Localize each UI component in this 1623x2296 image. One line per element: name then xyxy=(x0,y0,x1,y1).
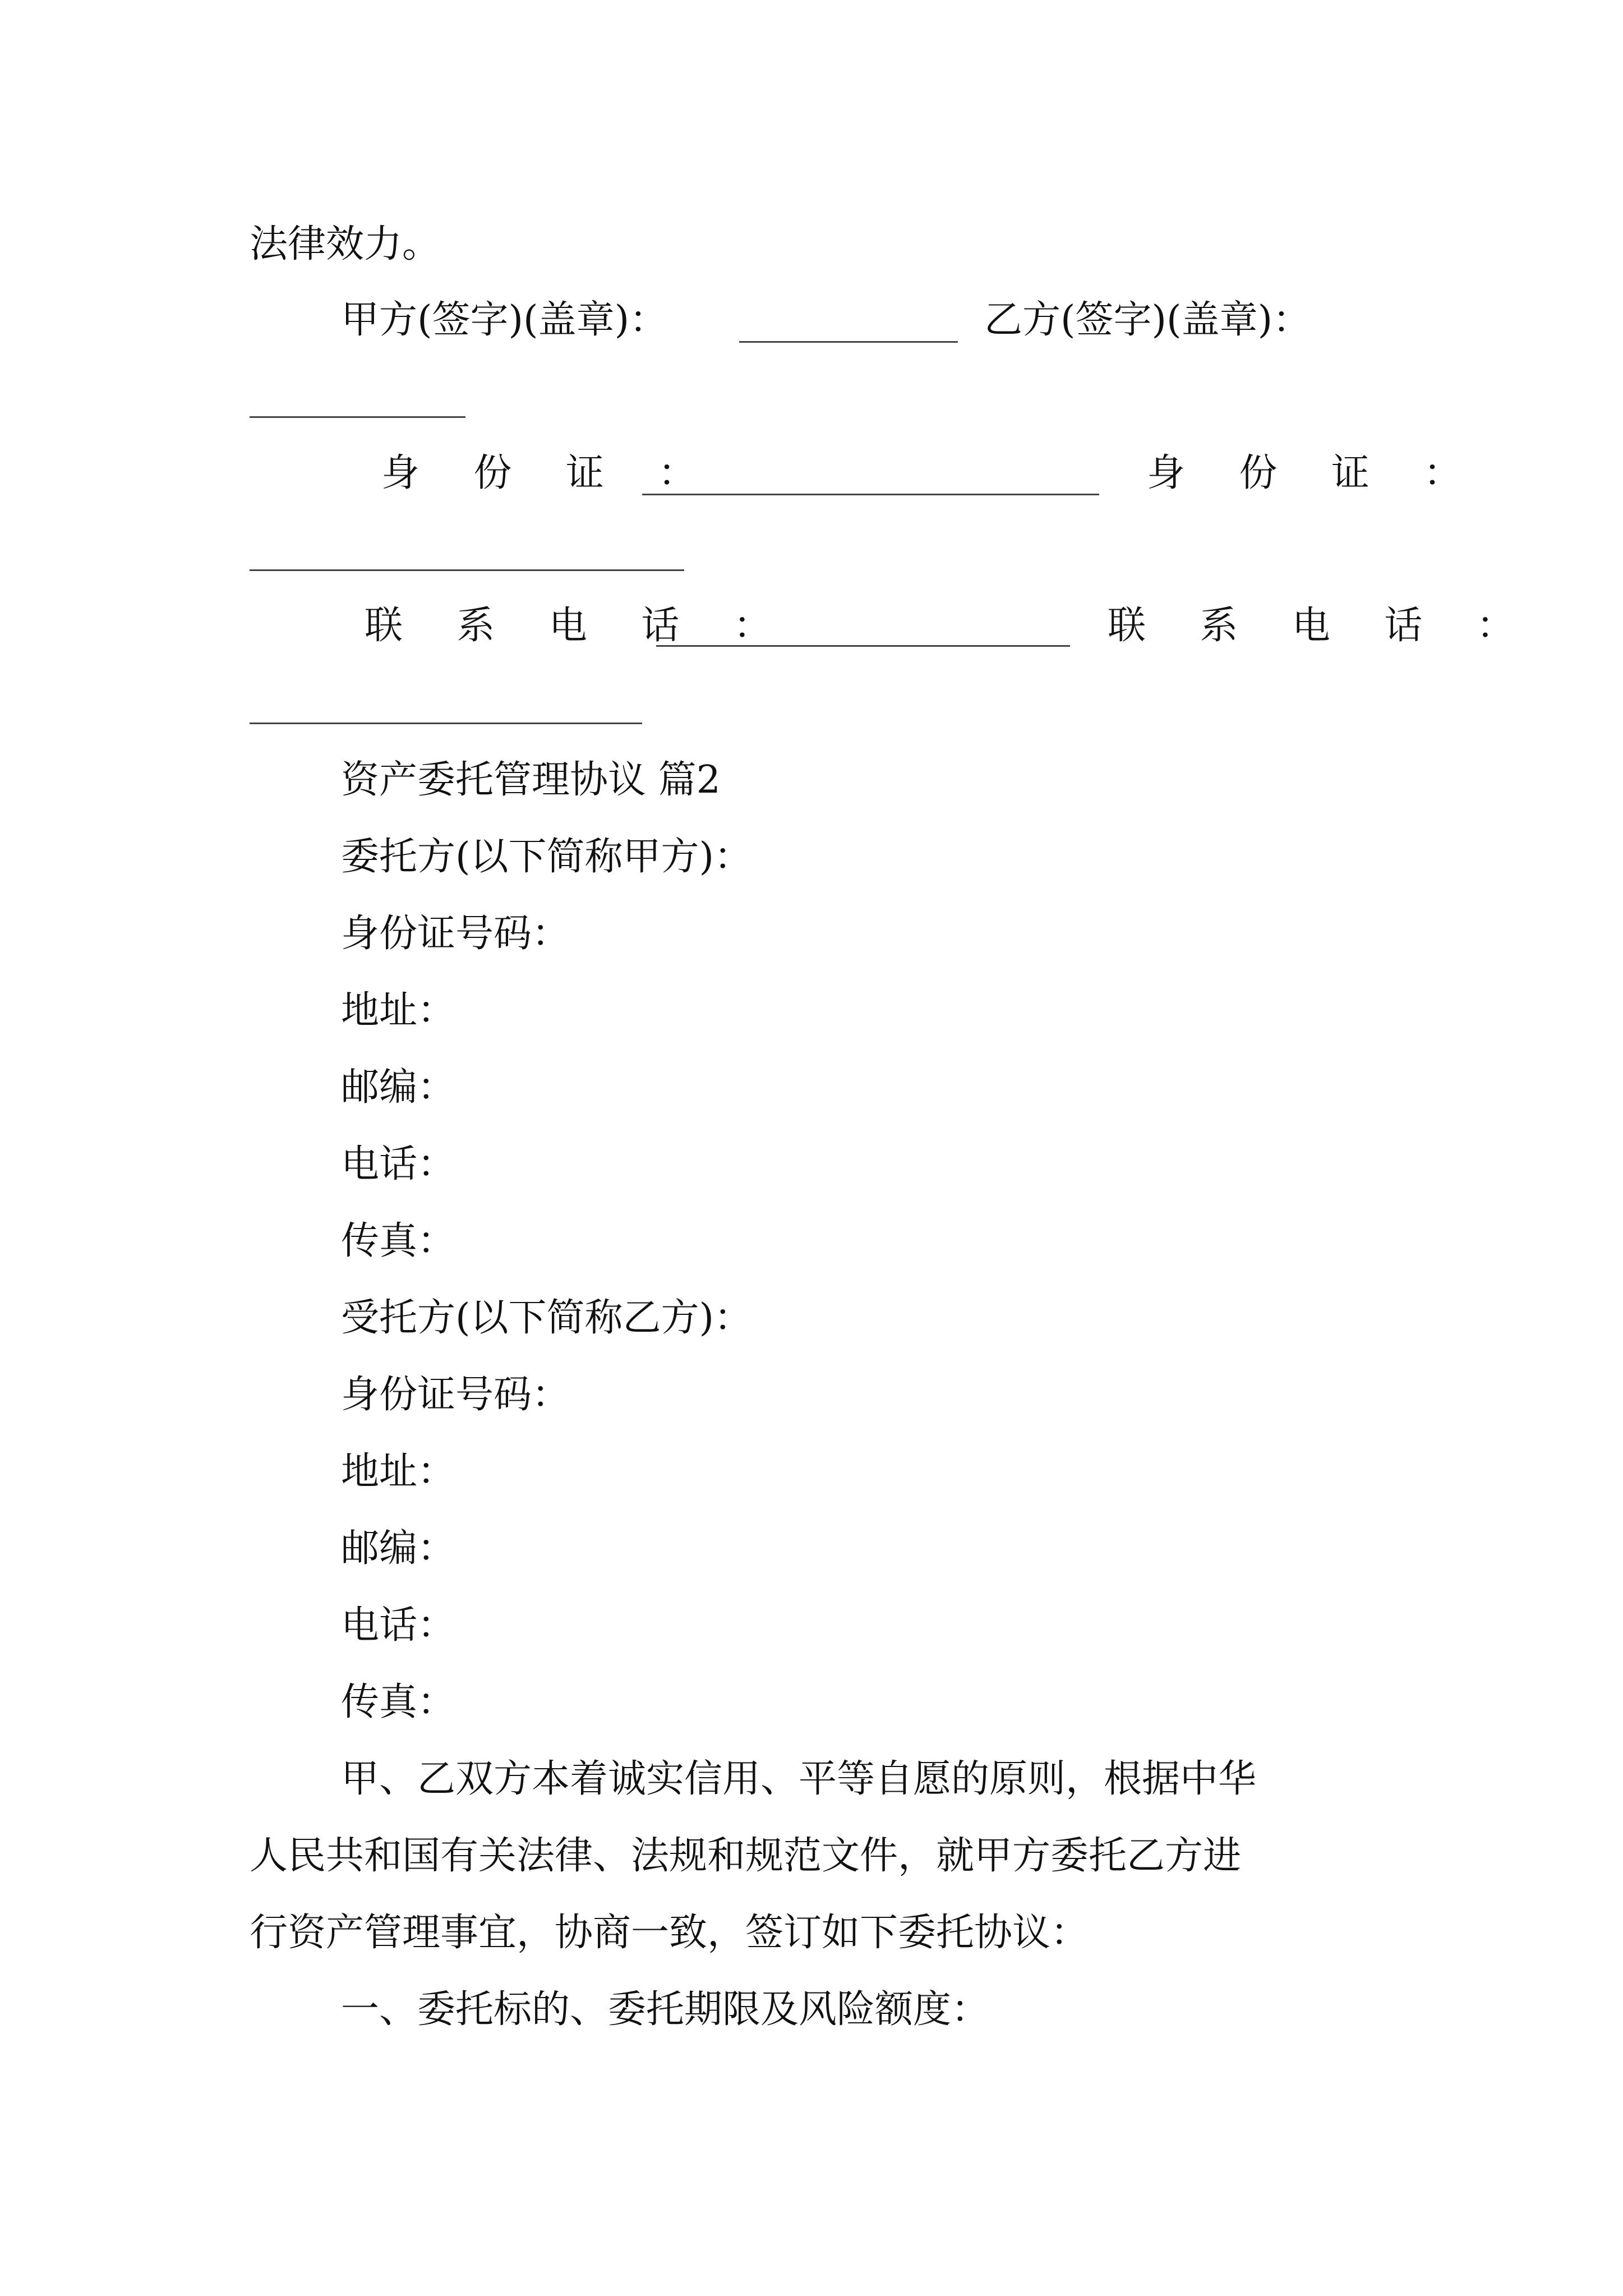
party-b-phone-blank xyxy=(250,723,642,724)
party-b-id-label: 身 份 证 ： xyxy=(1147,451,1483,495)
preamble-line-2: 人民共和国有关法律、法规和规范文件，就甲方委托乙方进 xyxy=(250,1834,1242,1878)
agent-postcode-field: 邮编： xyxy=(341,1526,456,1571)
principal-heading: 委托方(以下简称甲方)： xyxy=(341,835,753,879)
preamble-line-1: 甲、乙双方本着诚实信用、平等自愿的原则，根据中华 xyxy=(341,1757,1257,1801)
party-b-id-blank xyxy=(250,569,684,571)
party-b-signature-blank xyxy=(250,416,465,418)
agent-phone-field: 电话： xyxy=(341,1603,456,1648)
party-a-phone-blank xyxy=(656,645,1070,647)
party-b-phone-label: 联 系 电 话 ： xyxy=(1108,604,1536,648)
party-a-phone-label: 联 系 电 话 ： xyxy=(365,604,793,648)
principal-postcode-field: 邮编： xyxy=(341,1065,456,1110)
agent-fax-field: 传真： xyxy=(341,1680,456,1724)
party-a-signature-label: 甲方(签字)(盖章)： xyxy=(341,298,668,342)
party-a-id-blank xyxy=(642,494,1099,495)
principal-fax-field: 传真： xyxy=(341,1219,456,1263)
party-a-id-label: 身 份 证 ： xyxy=(381,451,717,495)
agent-address-field: 地址： xyxy=(341,1450,456,1494)
principal-address-field: 地址： xyxy=(341,988,456,1033)
preamble-line-3: 行资产管理事宜，协商一致，签订如下委托协议： xyxy=(250,1911,1089,1955)
agent-heading: 受托方(以下简称乙方)： xyxy=(341,1296,753,1340)
principal-phone-field: 电话： xyxy=(341,1142,456,1186)
section-1-heading: 一、委托标的、委托期限及风险额度： xyxy=(341,1987,990,2032)
principal-id-field: 身份证号码： xyxy=(341,912,570,956)
party-b-signature-label: 乙方(签字)(盖章)： xyxy=(984,298,1311,342)
closing-text: 法律效力。 xyxy=(250,222,441,266)
party-a-signature-blank xyxy=(739,341,958,343)
agreement-title: 资产委托管理协议 篇2 xyxy=(341,758,721,802)
agent-id-field: 身份证号码： xyxy=(341,1373,570,1417)
